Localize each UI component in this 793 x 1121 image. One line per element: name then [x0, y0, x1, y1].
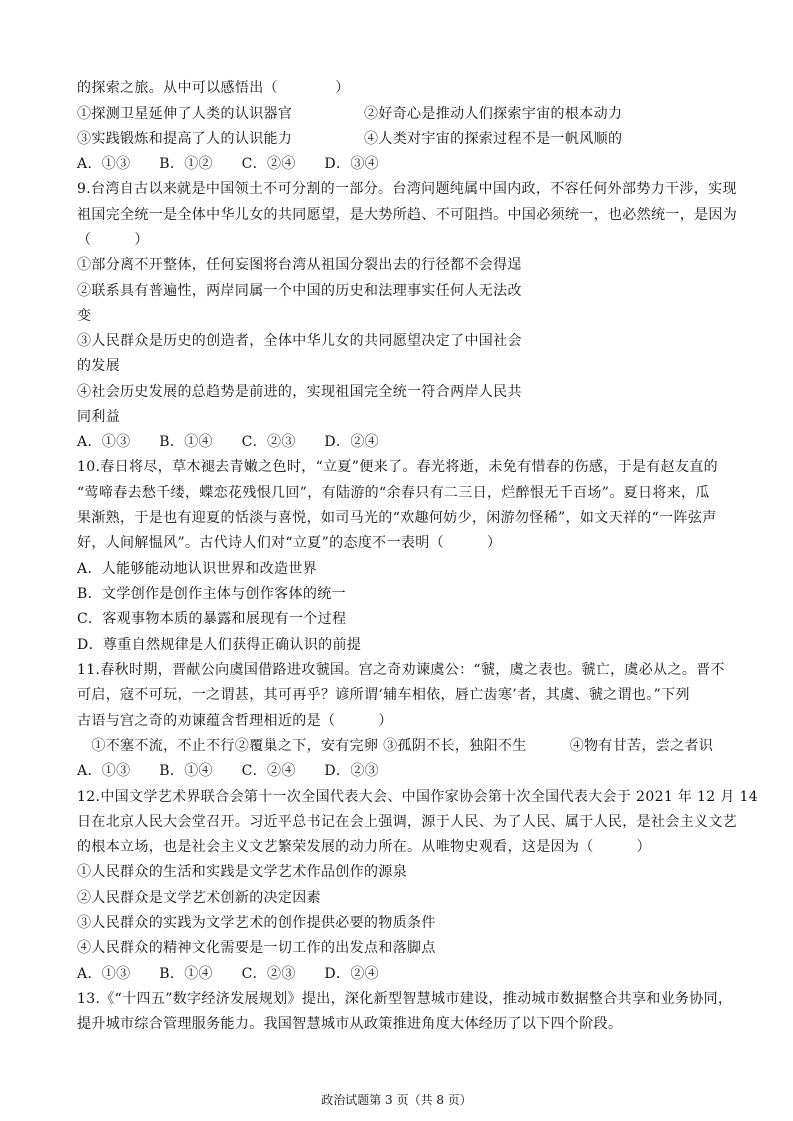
- q11-options: A．①③ B．①④ C．②④ D．②③: [77, 763, 380, 779]
- q9-statement: ②联系具有普遍性，两岸同属一个中国的历史和法理事实任何人无法改: [77, 283, 522, 299]
- q9-stem: 祖国完全统一是全体中华儿女的共同愿望，是大势所趋、不可阻挡。中国必须统一，也必然统一，是因为: [77, 207, 738, 223]
- q9-statement: 变: [77, 308, 92, 324]
- q10-option-a: A．人能够能动地认识世界和改造世界: [77, 561, 318, 577]
- page-footer: 政治试题第 3 页（共 8 页）: [321, 1093, 472, 1107]
- q10-option-d: D．尊重自然规律是人们获得正确认识的前提: [77, 637, 362, 653]
- q12-statement: ③人民群众的实践为文学艺术的创作提供必要的物质条件: [77, 915, 436, 931]
- q10-stem: 好，人间解愠风”。古代诗人们对“立夏”的态度不一表明（ ）: [77, 535, 502, 551]
- q9-statement: ①部分离不开整体，任何妄图将台湾从祖国分裂出去的行径都不会得逞: [77, 257, 522, 273]
- q11-stem: 可启，寇不可玩，一之谓甚，其可再乎？谚所谓‘辅车相依，唇亡齿寒’者，其虞、虢之谓也。”下列: [77, 687, 690, 703]
- q9-statement: 的发展: [77, 358, 121, 374]
- q9-statement: 同利益: [77, 409, 121, 425]
- q13-stem: 提升城市综合管理服务能力。我国智慧城市从政策推进角度大体经历了以下四个阶段。: [77, 1016, 623, 1032]
- q10-option-b: B．文学创作是创作主体与创作客体的统一: [77, 586, 346, 602]
- q8-stem-end: 的探索之旅。从中可以感悟出（ ）: [77, 80, 350, 96]
- q12-stem: 日在北京人民大会堂召开。习近平总书记在会上强调，源于人民、为了人民、属于人民，是社会主义文艺: [77, 814, 738, 830]
- q11-statements: ①不塞不流，不止不行②覆巢之下，安有完卵 ③孤阴不长，独阳不生 ④物有甘苦，尝之者识: [77, 738, 714, 754]
- q12-statement: ④人民群众的精神文化需要是一切工作的出发点和落脚点: [77, 940, 436, 956]
- q10-stem: 10.春日将尽，草木褪去青嫩之色时，“立夏”便来了。春光将逝，未免有惜春的伤感，于是有赵友直的: [77, 459, 719, 475]
- q9-statement: ④社会历史发展的总趋势是前进的，实现祖国完全统一符合两岸人民共: [77, 384, 522, 400]
- q12-options: A．①③ B．①④ C．②③ D．②④: [77, 966, 380, 982]
- q8-statements-3-4: ③实践锻炼和提高了人的认识能力 ④人类对宇宙的探索过程不是一帆风顺的: [77, 131, 623, 147]
- q12-statement: ②人民群众是文学艺术创新的决定因素: [77, 890, 321, 906]
- q11-stem: 11.春秋时期，晋献公向虞国借路进攻虢国。宫之奇劝谏虞公：“虢，虞之表也。虢亡，虞必从之。晋不: [77, 662, 725, 678]
- q9-statement: ③人民群众是历史的创造者，全体中华儿女的共同愿望决定了中国社会: [77, 333, 522, 349]
- q12-stem: 12.中国文学艺术界联合会第十一次全国代表大会、中国作家协会第十次全国代表大会于 2021 年 12 月 14: [77, 789, 759, 805]
- q10-option-c: C．客观事物本质的暴露和展现有一个过程: [77, 611, 347, 627]
- q9-stem: 9.台湾自古以来就是中国领土不可分割的一部分。台湾问题纯属中国内政，不容任何外部势力干涉，实现: [77, 181, 737, 197]
- q8-options: A．①③ B．①② C．②④ D．③④: [77, 156, 380, 172]
- q12-statement: ①人民群众的生活和实践是文学艺术作品创作的源泉: [77, 864, 408, 880]
- q13-stem: 13.《“十四五”数字经济发展规划》提出，深化新型智慧城市建设，推动城市数据整合共享和业务协同，: [77, 991, 733, 1007]
- q10-stem: 果渐熟，于是也有迎夏的恬淡与喜悦，如司马光的“欢趣何妨少，闲游勿怪稀”，如文天祥的“一阵弦声: [77, 510, 717, 526]
- q12-stem: 的根本立场，也是社会主义文艺繁荣发展的动力所在。从唯物史观看，这是因为（ ）: [77, 839, 651, 855]
- q11-stem: 古语与宫之奇的劝谏蕴含哲理相近的是（ ）: [77, 713, 393, 729]
- q8-statements-1-2: ①探测卫星延伸了人类的认识器官 ②好奇心是推动人们探索宇宙的根本动力: [77, 106, 623, 122]
- q10-stem: “莺啼春去愁千缕，蝶恋花残恨几回”，有陆游的“余春只有二三日，烂醉恨无千百场”。夏日将来，瓜: [77, 485, 710, 501]
- q9-options: A．①③ B．①④ C．②③ D．②④: [77, 434, 380, 450]
- q9-answer-bracket: （ ）: [77, 232, 149, 248]
